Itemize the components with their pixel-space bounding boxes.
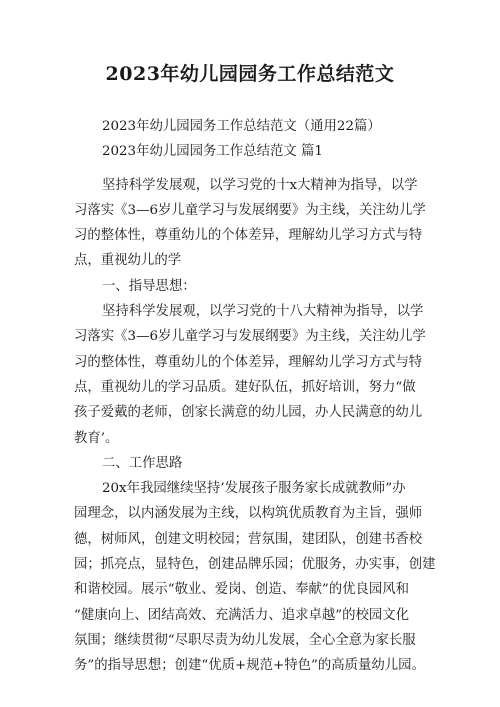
text-line: 习落实《3—6岁儿童学习与发展纲要》为主线，关注幼儿学 bbox=[74, 202, 426, 218]
text-line: 德，树师风，创建文明校园；营氛围，建团队，创建书香校 bbox=[74, 531, 423, 547]
text-line: “健康向上、团结高效、充满活力、追求卓越”的校园文化 bbox=[74, 607, 410, 623]
text-line: 务”的指导思想；创建“优质+规范+特色”的高质量幼儿园。 bbox=[74, 658, 425, 674]
text-line: 点，重视幼儿的学 bbox=[74, 253, 182, 269]
text-line: 坚持科学发展观，以学习党的十八大精神为指导，以学 bbox=[102, 304, 424, 320]
spacer bbox=[74, 165, 436, 173]
text-line: 教育’。 bbox=[74, 430, 119, 446]
text-line: 一、指导思想： bbox=[102, 278, 196, 294]
text-line: 习落实《3—6岁儿童学习与发展纲要》为主线，关注幼儿学 bbox=[74, 329, 426, 345]
text-line: 2023年幼儿园园务工作总结范文（通用22篇） bbox=[102, 119, 381, 134]
text-line: 习的整体性，尊重幼儿的个体差异，理解幼儿学习方式与特 bbox=[74, 354, 423, 370]
document-title: 2023年幼儿园园务工作总结范文 bbox=[105, 63, 395, 85]
text-line: 20x年我园继续坚持’发展孩子服务家长成就教师”办 bbox=[102, 481, 406, 497]
text-line: 点，重视幼儿的学习品质。建好队伍，抓好培训，努力“做 bbox=[74, 379, 416, 395]
text-line: 坚持科学发展观，以学习党的十x大精神为指导，以学 bbox=[102, 177, 418, 193]
text-line: 园；抓亮点，显特色，创建品牌乐园；优服务，办实事，创建 bbox=[74, 557, 436, 573]
text-line: 园理念，以内涵发展为主线，以构筑优质教育为主旨，强师 bbox=[74, 506, 423, 522]
document-body bbox=[74, 114, 436, 679]
text-line: 2023年幼儿园园务工作总结范文 篇1 bbox=[102, 144, 323, 160]
text-line: 和谐校园。展示“敬业、爱岗、创造、奉献”的优良园风和 bbox=[74, 582, 410, 598]
text-line: 习的整体性，尊重幼儿的个体差异，理解幼儿学习方式与特 bbox=[74, 228, 423, 244]
text-line: 二、工作思路 bbox=[102, 455, 183, 471]
text-line: 孩子爱戴的老师，创家长满意的幼儿园，办人民满意的幼儿 bbox=[74, 405, 423, 421]
text-line: 氛围；继续贯彻“尽职尽责为幼儿发展，全心全意为家长服 bbox=[74, 632, 416, 648]
